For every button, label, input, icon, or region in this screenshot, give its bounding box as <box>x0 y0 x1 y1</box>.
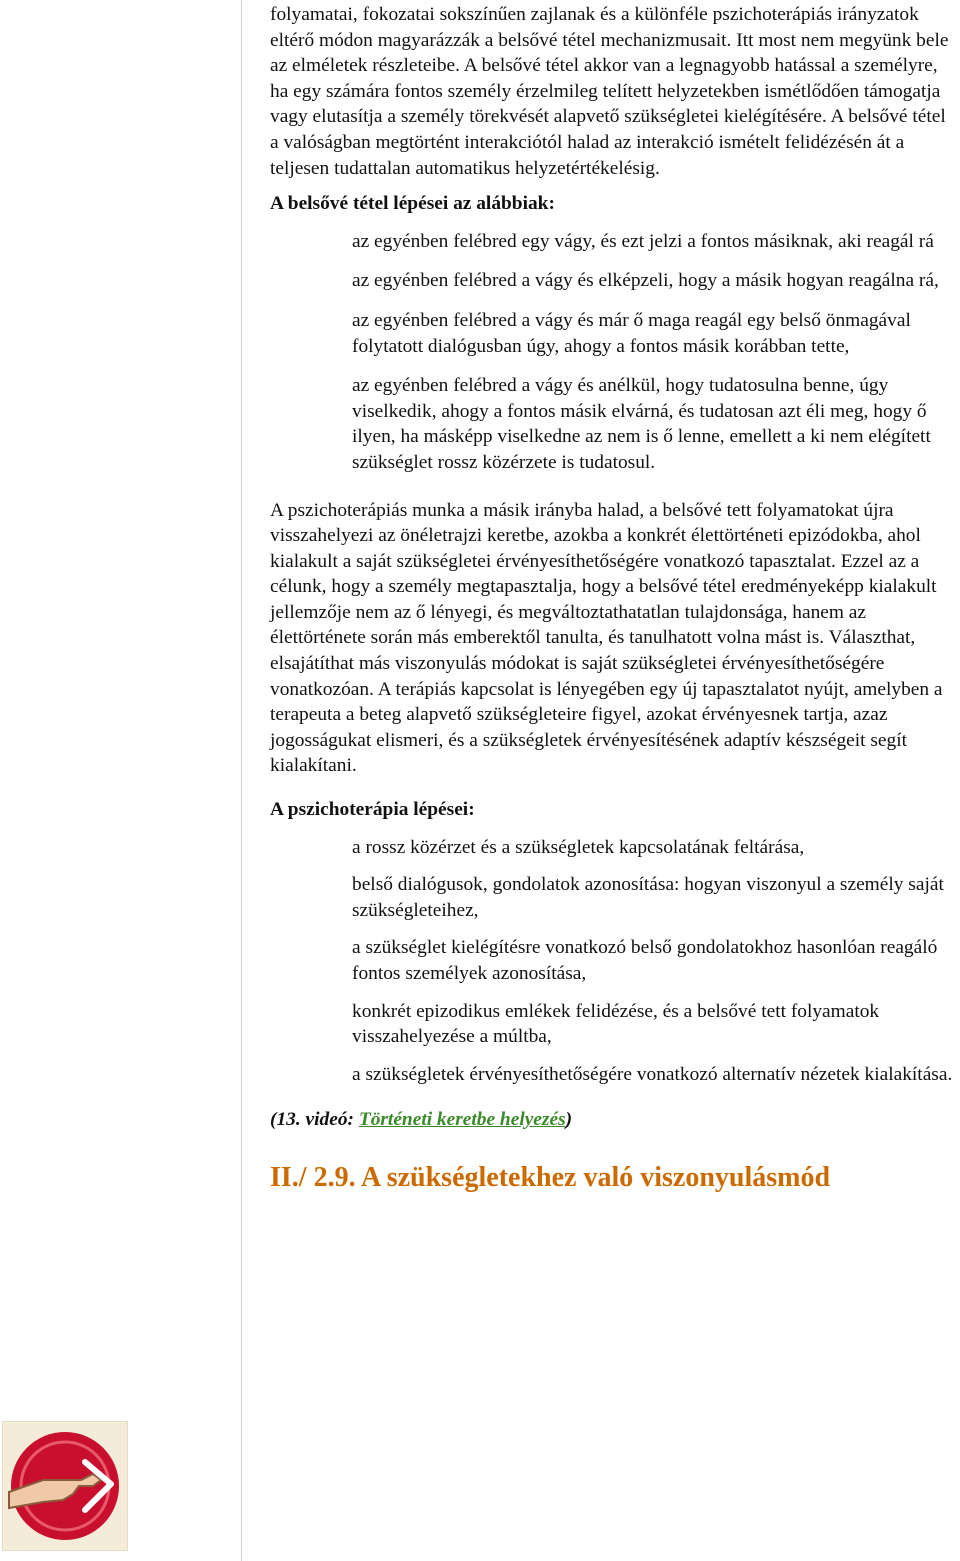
list-item: az egyénben felébred egy vágy, és ezt jelzi a fontos másiknak, aki reagál rá <box>352 230 934 252</box>
list-item: a szükségletek érvényesíthetőségére vonatkozó alternatív nézetek kialakítása. <box>352 1063 953 1085</box>
list-item: konkrét epizodikus emlékek felidézése, és a belsővé tett folyamatok visszahelyezése a múltba, <box>352 1000 880 1048</box>
list-item: a rossz közérzet és a szükségletek kapcsolatának feltárása, <box>352 836 805 858</box>
list-item: az egyénben felébred a vágy és elképzeli, hogy a másik hogyan reagálna rá, <box>352 270 939 292</box>
video-suffix: ) <box>565 1109 573 1131</box>
intro-paragraph: folyamatai, fokozatai sokszínűen zajlanak és a különféle pszichoterápiás irányzatok eltérő módon magyarázzák a belsővé tétel mechanizmusait. Itt most nem megyünk bele az elméletek részleteibe. A belsővé tétel akkor van a legnagyobb hatással a személyre, ha egy számára fontos személy érzelmileg telített helyzetekben ismétlődően támogatja vagy elutasítja a személy törekvését alapvető szükségletei kielégítésére. A belsővé tétel a valóságban megtörtént interakciótól halad az interakció ismételt felidézésén át a teljesen tudattalan automatikus helyzetértékelésig. <box>270 4 949 179</box>
list-item: az egyénben felébred a vágy és már ő maga reagál egy belső önmagával folytatott dialógusban úgy, ahogy a fontos másik korábban tette, <box>352 309 911 357</box>
section-title: II./ 2.9. A szükségletekhez való viszonyulásmód <box>270 1161 831 1193</box>
internalization-steps-list <box>270 229 958 476</box>
document-body <box>270 0 958 1195</box>
video-prefix: (13. videó: <box>270 1109 359 1131</box>
list-item: az egyénben felébred a vágy és anélkül, hogy tudatosulna benne, úgy viselkedik, ahogy a fontos másik elvárná, és tudatosan azt éli meg, hogy ő ilyen, ha másképp viselkedne az nem is ő lenne, emellett a ki nem elégített szükséglet rossz közérzete is tudatosul. <box>352 375 931 473</box>
therapy-heading: A pszichoterápia lépései: <box>270 799 475 821</box>
list-item: belső dialógusok, gondolatok azonosítása: hogyan viszonyul a személy saját szükségleteihez, <box>352 874 944 921</box>
internalization-heading: A belsővé tétel lépései az alábbiak: <box>270 193 555 215</box>
list-item: a szükséglet kielégítésre vonatkozó belső gondolatokhoz hasonlóan reagáló fontos személyek azonosítása, <box>352 937 938 984</box>
therapy-paragraph: A pszichoterápiás munka a másik irányba halad, a belsővé tett folyamatokat újra visszahelyezi az önéletrajzi keretbe, azokba a konkrét élettörténeti epizódokba, ahol kialakult a saját szükségletei érvényesíthetőségére vonatkozó tapasztalat. Ezzel az a célunk, hogy a személy megtapasztalja, hogy a belsővé tétel eredményeképp kialakult jellemzője nem az ő lényegi, és megváltoztathatatlan tulajdonsága, hanem az élettörténete során más emberektől tanulta, és tanulhatott volna mást is. Választhat, elsajátíthat más viszonyulás módokat is saját szükségletei érvényesíthetőségére vonatkozóan. A terápiás kapcsolat is lényegében egy új tapasztalatot nyújt, amelyben a terapeuta a beteg alapvető szükségleteire figyel, azokat érvényesnek tartja, azaz jogosságukat elismeri, és a szükségletek érvényesítésének adaptív készségeit segít kialakítani. <box>270 499 943 777</box>
therapy-steps-list <box>270 835 958 1088</box>
left-margin-panel <box>0 0 242 1561</box>
video-reference <box>270 1107 958 1133</box>
pointing-hand-icon <box>2 1421 128 1551</box>
video-link[interactable]: Történeti keretbe helyezés <box>358 1109 566 1131</box>
